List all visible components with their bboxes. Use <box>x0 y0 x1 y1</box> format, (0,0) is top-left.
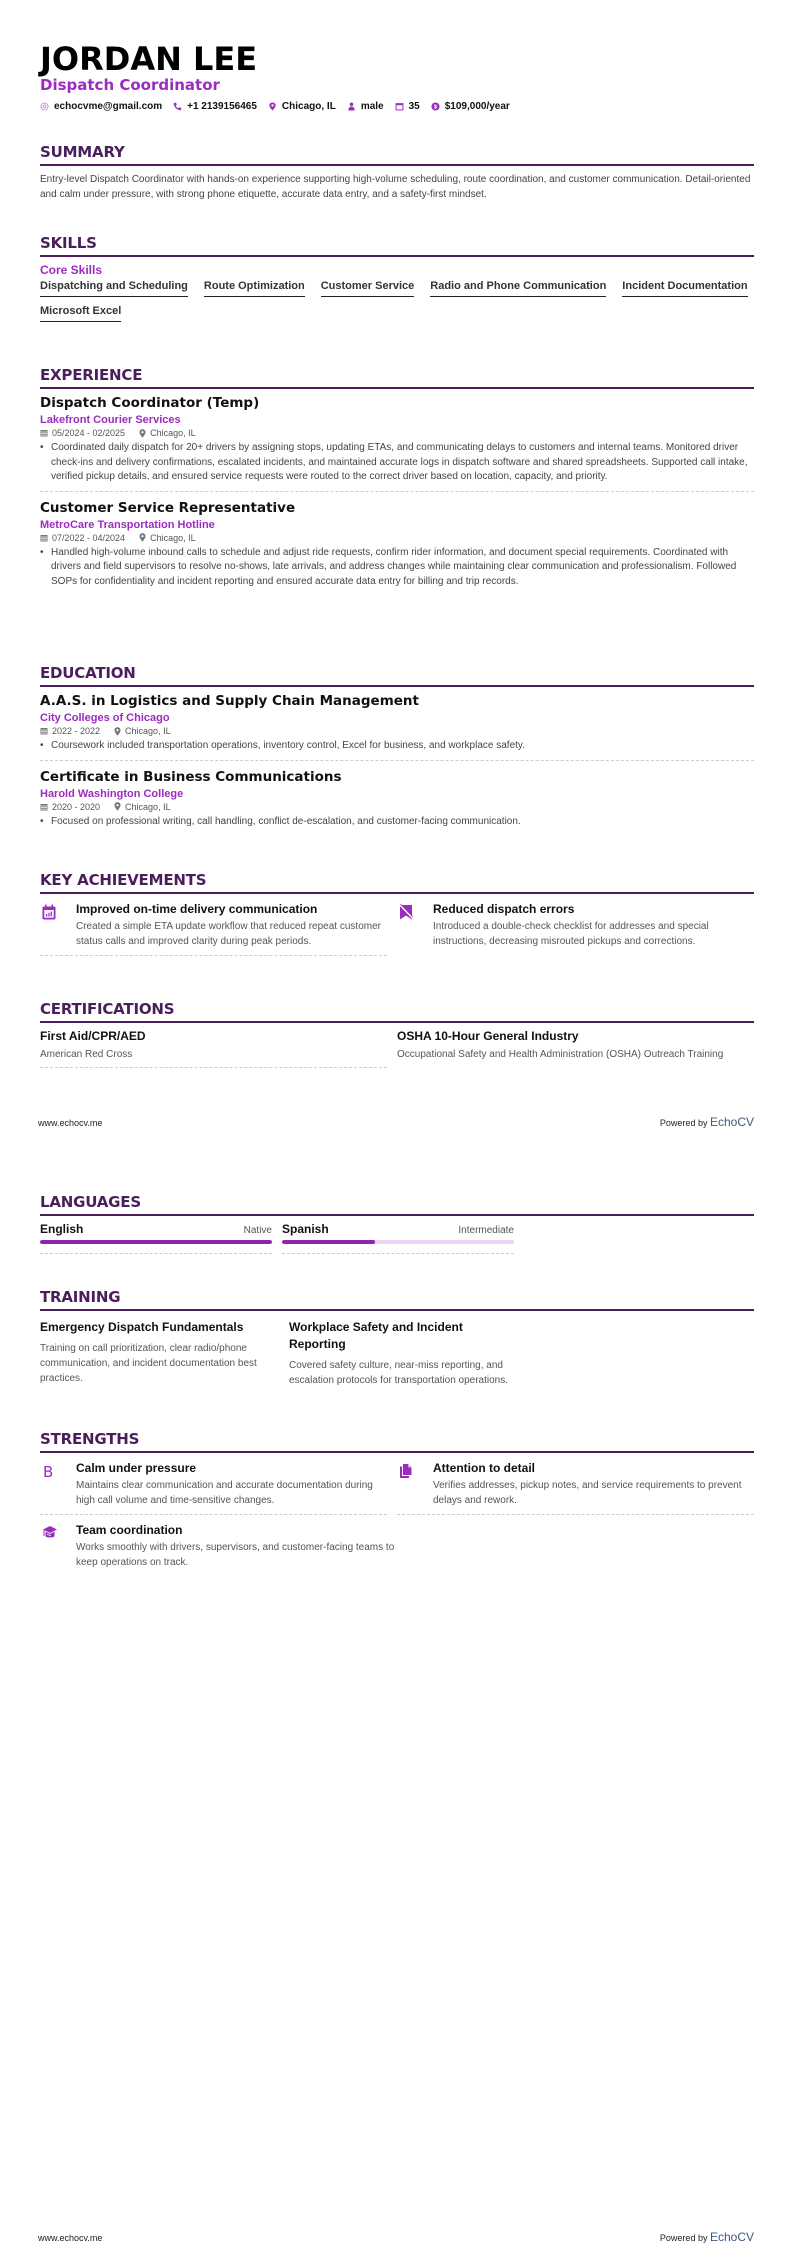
section-title-certifications: CERTIFICATIONS <box>40 1000 754 1023</box>
certification-issuer: American Red Cross <box>40 1049 133 1060</box>
languages-list <box>40 1222 754 1254</box>
contact-gender-value: male <box>360 101 384 112</box>
education-degree: Certificate in Business Communications <box>40 768 342 785</box>
experience-company: MetroCare Transportation Hotline <box>40 518 215 531</box>
page-footer <box>38 2230 754 2244</box>
section-title-languages: LANGUAGES <box>40 1193 754 1216</box>
experience-bullet: • Handled high-volume inbound calls to schedule and adjust ride requests, confirm rider information, and document special requirements. Coordinated with drivers and field supervisors to resolve no-shows, late arrivals, and address changes while maintaining clear communication and professionalism. Followed SOPs for confidentiality and incident reporting and ensured accurate data entry for billing and trip records. <box>40 546 754 590</box>
footer-powered-by: Powered by EchoCV <box>659 2230 754 2244</box>
candidate-name: JORDAN LEE <box>40 40 258 78</box>
education-location: Chicago, IL <box>125 726 171 736</box>
language-item <box>282 1222 514 1254</box>
education-location: Chicago, IL <box>125 801 171 812</box>
strengths-section <box>40 1430 754 1576</box>
language-name: Spanish <box>282 1222 329 1236</box>
section-title-strengths: STRENGTHS <box>40 1430 754 1453</box>
strength-desc: Works smoothly with drivers, supervisors, and customer-facing teams to keep operations on track. <box>76 1542 395 1568</box>
section-title-experience: EXPERIENCE <box>40 366 754 389</box>
section-title-achievements: KEY ACHIEVEMENTS <box>40 871 754 894</box>
skill-tag: Radio and Phone Communication <box>430 280 606 297</box>
experience-location: Chicago, IL <box>150 532 196 543</box>
education-degree: A.A.S. in Logistics and Supply Chain Management <box>40 693 419 709</box>
training-desc: Training on call prioritization, clear radio/phone communication, and incident documentation best practices. <box>40 1343 257 1384</box>
training-item <box>40 1319 272 1388</box>
svg-text:B: B <box>43 1463 54 1479</box>
strength-desc: Verifies addresses, pickup notes, and service requirements to prevent delays and rework. <box>433 1480 742 1506</box>
achievement-title: Reduced dispatch errors <box>433 902 575 916</box>
strengths-grid <box>40 1459 754 1576</box>
language-proficiency-fill <box>282 1240 375 1244</box>
contact-email-value: echocvme@gmail.com <box>54 101 163 112</box>
education-school: Harold Washington College <box>40 787 184 800</box>
achievement-title: Improved on-time delivery communication <box>76 902 318 916</box>
footer-website-link[interactable]: www.echocv.me <box>38 2233 103 2243</box>
certification-name: OSHA 10-Hour General Industry <box>397 1029 579 1043</box>
bold-b-icon <box>42 1463 56 1479</box>
training-desc: Covered safety culture, near-miss reporting, and escalation protocols for transportation operations. <box>289 1360 509 1386</box>
experience-role: Customer Service Representative <box>40 499 296 516</box>
education-dates: 2022 - 2022 <box>52 726 101 736</box>
skill-tag: Incident Documentation <box>622 280 747 297</box>
footer-website-link[interactable]: www.echocv.me <box>38 1118 103 1128</box>
language-proficiency-bar <box>282 1240 514 1244</box>
training-list <box>40 1319 754 1388</box>
strength-item <box>40 1459 387 1515</box>
skill-tag: Route Optimization <box>204 280 305 297</box>
language-level: Intermediate <box>458 1225 514 1236</box>
svg-text:$: $ <box>433 104 437 111</box>
experience-bullet: • Coordinated daily dispatch for 20+ drivers by assigning stops, updating ETAs, and communicating delays to customers and internal teams. Monitored driver check-ins and delivery confirmations, escalated incidents, and maintained accurate logs in dispatch software and shared spreadsheets. Supported call intake, verified pickup details, and ensured service requests were routed to the correct driver based on location, capacity, and priority. <box>40 441 754 485</box>
certification-issuer: Occupational Safety and Health Administration (OSHA) Outreach Training <box>397 1049 724 1060</box>
section-title-training: TRAINING <box>40 1288 754 1311</box>
skill-tag: Microsoft Excel <box>40 305 121 322</box>
footer-brand[interactable]: EchoCV <box>709 1115 754 1129</box>
education-school: City Colleges of Chicago <box>40 712 170 724</box>
strength-item <box>40 1521 397 1576</box>
strength-desc: Maintains clear communication and accurate documentation during high call volume and time-sensitive changes. <box>76 1480 373 1506</box>
education-dates: 2020 - 2020 <box>52 801 101 812</box>
training-title: Emergency Dispatch Fundamentals <box>40 1320 244 1334</box>
contact-location-value: Chicago, IL <box>281 101 336 112</box>
section-title-education: EDUCATION <box>40 664 754 687</box>
experience-dates: 07/2022 - 04/2024 <box>52 532 126 543</box>
skill-tag: Dispatching and Scheduling <box>40 280 188 297</box>
education-bullet: • Focused on professional writing, call handling, conflict de-escalation, and customer-facing communication. <box>40 815 754 830</box>
strength-title: Calm under pressure <box>76 1461 197 1475</box>
skill-tag: Customer Service <box>321 280 415 297</box>
certification-name: First Aid/CPR/AED <box>40 1029 146 1043</box>
contact-salary-value: $109,000/year <box>444 101 510 112</box>
languages-section <box>40 1193 754 1254</box>
graduation-cap-icon <box>42 1525 58 1541</box>
experience-company: Lakefront Courier Services <box>40 414 181 426</box>
experience-location: Chicago, IL <box>150 428 196 438</box>
training-item <box>289 1319 521 1388</box>
contact-age-value: 35 <box>408 101 420 112</box>
summary-text: Entry-level Dispatch Coordinator with hands-on experience supporting high-volume scheduling, route coordination, and customer communication. Detail-oriented and calm under pressure, with strong phone etiquette, accurate data entry, and a safety-first mindset. <box>40 174 751 200</box>
experience-role: Dispatch Coordinator (Temp) <box>40 395 260 411</box>
language-level: Native <box>243 1225 272 1236</box>
achievement-desc: Introduced a double-check checklist for addresses and special instructions, decreasing misrouted pickups and corrections. <box>433 921 709 947</box>
job-title: Dispatch Coordinator <box>40 76 220 94</box>
copy-documents-icon <box>399 1463 413 1479</box>
language-proficiency-fill <box>40 1240 272 1244</box>
language-item <box>40 1222 272 1254</box>
achievement-desc: Created a simple ETA update workflow that reduced repeat customer status calls and improved clarity during peak periods. <box>76 921 381 947</box>
footer-powered-by: Powered by EchoCV <box>659 1115 754 1129</box>
section-title-skills: SKILLS <box>40 234 754 257</box>
contact-phone-value: +1 2139156465 <box>187 101 257 112</box>
strength-item <box>397 1459 754 1515</box>
section-title-summary: SUMMARY <box>40 143 754 166</box>
strength-title: Team coordination <box>76 1523 183 1537</box>
strength-title: Attention to detail <box>433 1461 535 1475</box>
language-proficiency-bar <box>40 1240 272 1244</box>
training-section <box>40 1288 754 1388</box>
footer-brand[interactable]: EchoCV <box>709 2230 754 2244</box>
language-name: English <box>40 1222 84 1236</box>
education-bullet: • Coursework included transportation operations, inventory control, Excel for business, and workplace safety. <box>40 739 754 754</box>
training-title: Workplace Safety and Incident Reporting <box>289 1320 463 1351</box>
experience-dates: 05/2024 - 02/2025 <box>52 428 126 438</box>
skills-group-title: Core Skills <box>40 263 103 277</box>
